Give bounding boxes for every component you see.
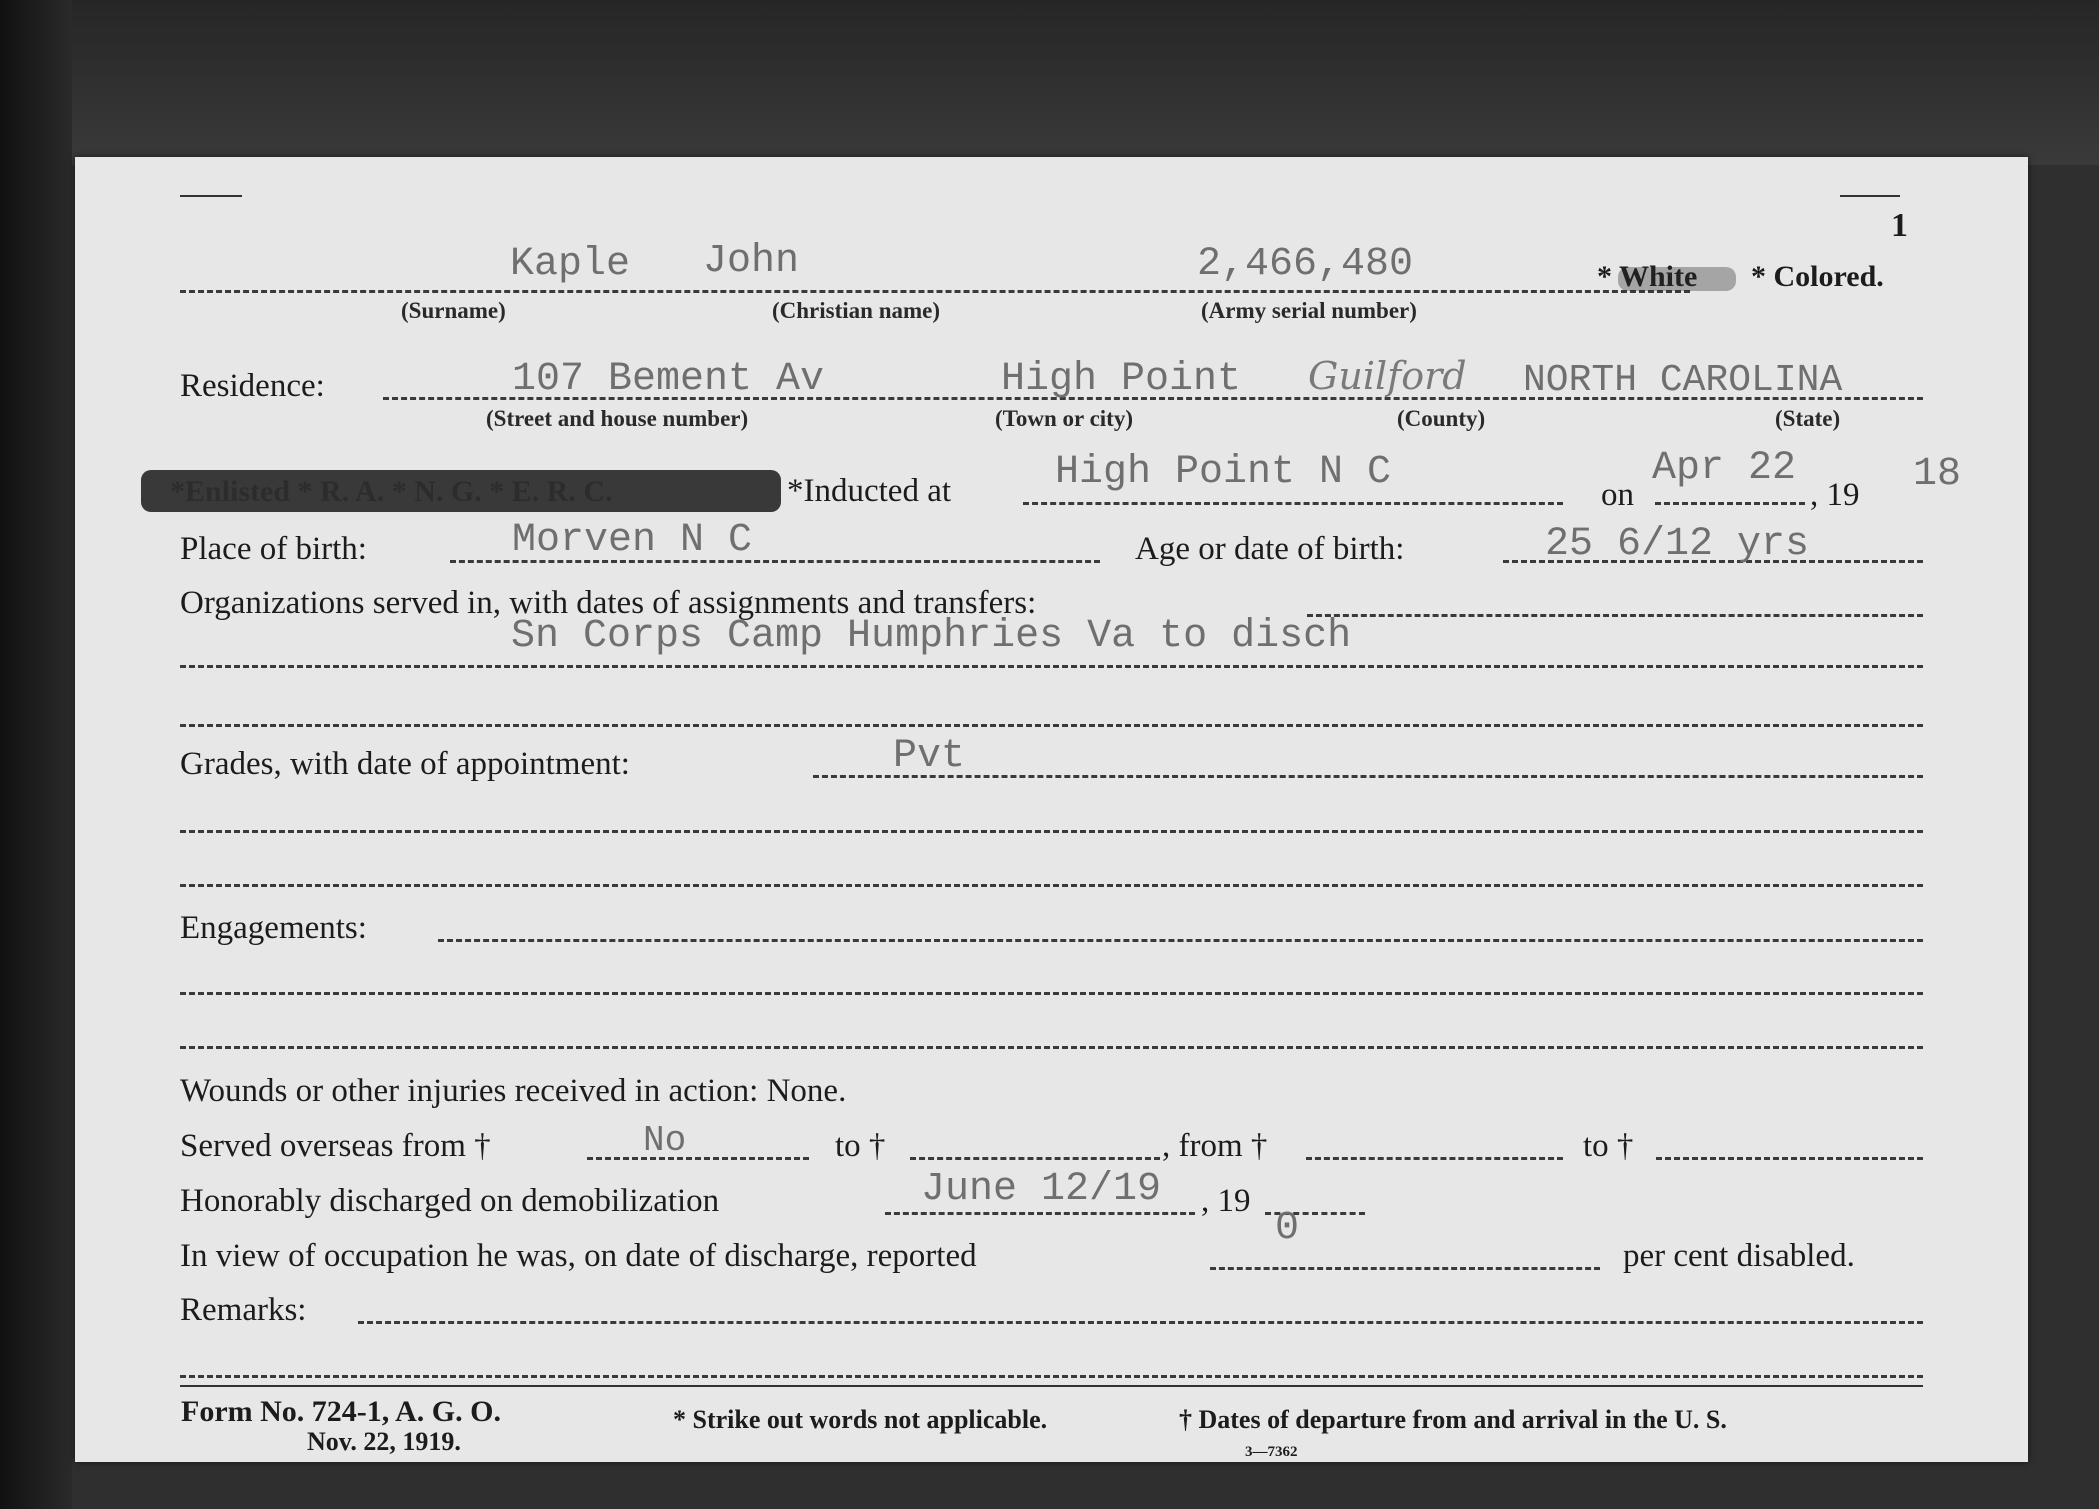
birthplace-value: Morven N C: [512, 518, 753, 563]
from-label: , from †: [1162, 1128, 1268, 1164]
form-number: Form No. 724-1, A. G. O.: [181, 1395, 501, 1428]
print-code: 3—7362: [1245, 1444, 1298, 1460]
overseas-from-line: [587, 1157, 809, 1160]
engagements-line-1: [438, 939, 1923, 942]
residence-label: Residence:: [180, 368, 325, 404]
caption-county: (County): [1397, 406, 1486, 431]
age-value: 25 6/12 yrs: [1545, 522, 1810, 567]
remarks-line-2: [180, 1375, 1923, 1378]
engagements-line-2: [180, 992, 1923, 995]
caption-surname: (Surname): [401, 298, 506, 323]
grades-label: Grades, with date of appointment:: [180, 746, 630, 782]
inducted-date-value: Apr 22: [1652, 446, 1797, 491]
organizations-line-3: [180, 724, 1923, 727]
corner-mark-right: [1840, 195, 1900, 197]
state-value: NORTH CAROLINA: [1523, 359, 1843, 402]
disability-percent-value: 0: [1275, 1206, 1300, 1251]
overseas-from2-line: [1306, 1157, 1563, 1160]
percent-label: per cent disabled.: [1623, 1238, 1855, 1274]
age-label: Age or date of birth:: [1135, 531, 1405, 567]
inducted-label: *Inducted at: [787, 473, 952, 509]
overseas-to-line: [910, 1157, 1160, 1160]
wounds-label: Wounds or other injuries received in action: None.: [180, 1073, 847, 1109]
caption-state: (State): [1775, 406, 1841, 431]
footer-rule: [180, 1385, 1923, 1387]
overseas-from-value: No: [643, 1120, 687, 1161]
disability-line: [1210, 1267, 1600, 1270]
footnote-dagger: † Dates of departure from and arrival in the U. S.: [1179, 1405, 1727, 1434]
discharge-year-label: , 19: [1201, 1183, 1251, 1219]
discharge-date-line: [885, 1212, 1195, 1215]
organizations-label: Organizations served in, with dates of assignments and transfers:: [180, 585, 1037, 621]
service-record-card: [75, 157, 2028, 1462]
overseas-to2-line: [1656, 1157, 1923, 1160]
county-value: Guilford: [1308, 354, 1467, 398]
caption-town: (Town or city): [995, 406, 1133, 431]
remarks-label: Remarks:: [180, 1292, 307, 1328]
organizations-line-1: [1307, 614, 1923, 617]
inducted-place-value: High Point N C: [1055, 450, 1392, 495]
form-date: Nov. 22, 1919.: [307, 1427, 461, 1456]
on-label: on: [1601, 477, 1634, 513]
race-white-strikeout: [1618, 267, 1736, 291]
dark-background-left: [0, 0, 72, 1509]
caption-street: (Street and house number): [486, 406, 749, 431]
race-colored-label: * Colored.: [1751, 260, 1884, 293]
to-label-1: to †: [835, 1128, 886, 1164]
card-number: 1: [1891, 207, 1908, 244]
discharged-label: Honorably discharged on demobilization: [180, 1183, 720, 1219]
footnote-strike: * Strike out words not applicable.: [673, 1405, 1048, 1434]
birthplace-label: Place of birth:: [180, 531, 367, 567]
to-label-2: to †: [1583, 1128, 1634, 1164]
engagements-label: Engagements:: [180, 910, 367, 946]
overseas-label: Served overseas from †: [180, 1128, 491, 1164]
discharge-date-value: June 12/19: [921, 1167, 1162, 1212]
remarks-line-1: [358, 1321, 1923, 1324]
year-prefix: , 19: [1810, 477, 1860, 513]
christian-name-value: John: [703, 239, 800, 284]
serial-number-value: 2,466,480: [1197, 242, 1414, 287]
organizations-value: Sn Corps Camp Humphries Va to disch: [511, 614, 1352, 659]
race-white-text: * White: [1597, 260, 1698, 293]
engagements-line-3: [180, 1046, 1923, 1049]
name-line: [180, 290, 1690, 293]
grade-value: Pvt: [893, 734, 966, 779]
inducted-date-line: [1655, 502, 1805, 505]
caption-serial-number: (Army serial number): [1201, 298, 1417, 323]
surname-value: Kaple: [510, 242, 631, 287]
occupation-label: In view of occupation he was, on date of discharge, reported: [180, 1238, 977, 1274]
corner-mark-left: [180, 195, 242, 197]
inducted-place-line: [1023, 502, 1563, 505]
inducted-year-value: 18: [1913, 452, 1962, 497]
grades-line-2: [180, 830, 1923, 833]
town-value: High Point: [1001, 357, 1242, 402]
dark-background-top: [0, 0, 2099, 165]
grades-line-1: [813, 775, 1923, 778]
street-value: 107 Bement Av: [512, 357, 825, 402]
organizations-line-2: [180, 665, 1923, 668]
enlisted-strikeout: [141, 470, 781, 512]
grades-line-3: [180, 884, 1923, 887]
caption-christian-name: (Christian name): [772, 298, 941, 323]
